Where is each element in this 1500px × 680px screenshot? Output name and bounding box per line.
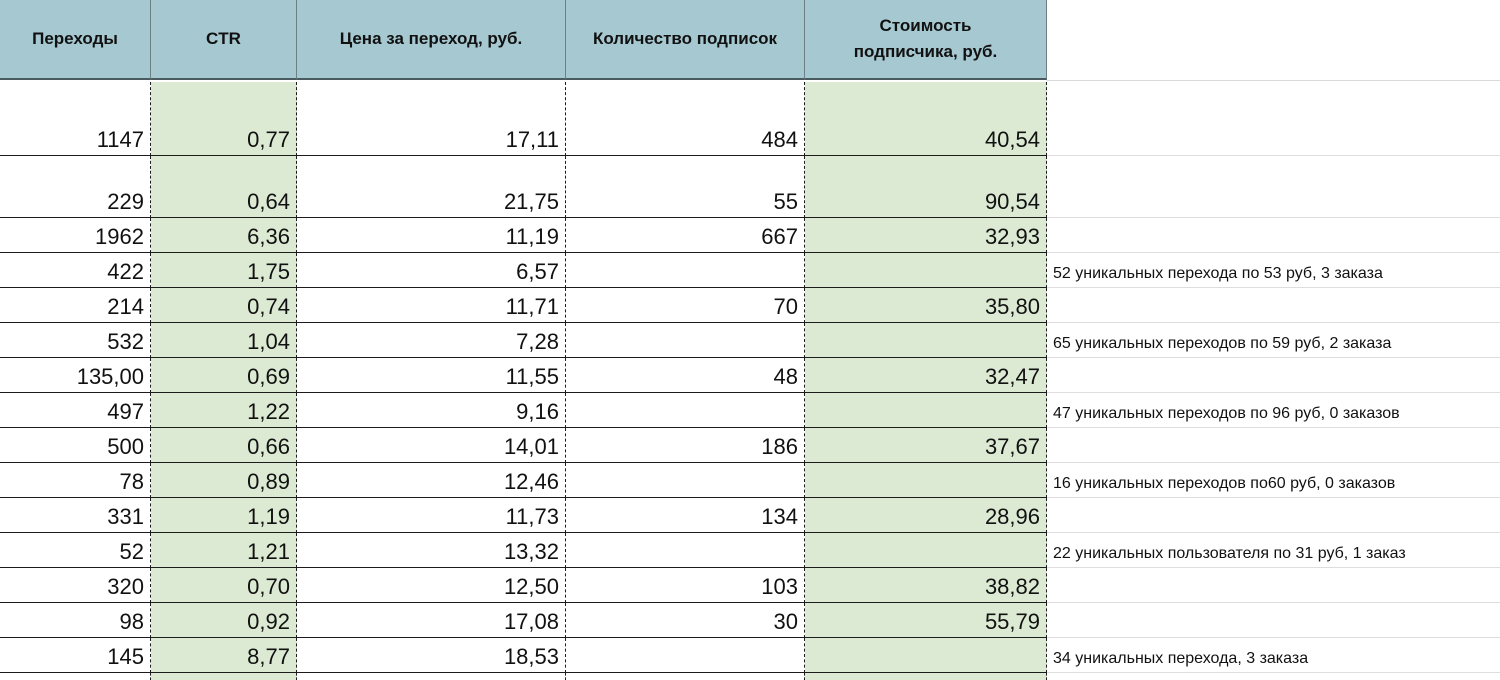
cell-clicks[interactable]: 497: [0, 393, 151, 428]
cell-clicks[interactable]: 214: [0, 288, 151, 323]
cell-ctr[interactable]: 0,89: [151, 463, 297, 498]
cell-price-per-click[interactable]: 14,01: [297, 428, 566, 463]
cell-subscriber-cost[interactable]: 37,67: [805, 428, 1047, 463]
cell-partial-row[interactable]: [297, 673, 566, 680]
cell-subscriptions[interactable]: [566, 463, 805, 498]
cell-price-per-click[interactable]: 11,19: [297, 218, 566, 253]
cell-ctr[interactable]: 0,70: [151, 568, 297, 603]
cell-note[interactable]: 52 уникальных перехода по 53 руб, 3 заказа: [1047, 253, 1500, 288]
cell-subscriber-cost[interactable]: [805, 393, 1047, 428]
cell-clicks[interactable]: 52: [0, 533, 151, 568]
cell-price-per-click[interactable]: 11,55: [297, 358, 566, 393]
cell-subscriptions[interactable]: [566, 533, 805, 568]
cell-note[interactable]: [1047, 603, 1500, 638]
cell-price-per-click[interactable]: 9,16: [297, 393, 566, 428]
cell-clicks[interactable]: 135,00: [0, 358, 151, 393]
cell-subscriptions[interactable]: 30: [566, 603, 805, 638]
cell-subscriber-cost[interactable]: 35,80: [805, 288, 1047, 323]
cell-subscriber-cost[interactable]: [805, 533, 1047, 568]
cell-subscriber-cost[interactable]: 38,82: [805, 568, 1047, 603]
header-label: Переходы: [32, 29, 118, 48]
cell-subscriptions[interactable]: 484: [566, 82, 805, 156]
cell-clicks[interactable]: 229: [0, 156, 151, 218]
header-label: Стоимость подписчика, руб.: [853, 16, 998, 61]
cell-subscriber-cost[interactable]: [805, 638, 1047, 673]
cell-note[interactable]: [1047, 156, 1500, 218]
cell-subscriber-cost[interactable]: [805, 323, 1047, 358]
cell-price-per-click[interactable]: 11,71: [297, 288, 566, 323]
cell-ctr[interactable]: 1,04: [151, 323, 297, 358]
cell-note[interactable]: 47 уникальных переходов по 96 руб, 0 заказов: [1047, 393, 1500, 428]
cell-ctr[interactable]: 1,19: [151, 498, 297, 533]
cell-ctr[interactable]: 0,92: [151, 603, 297, 638]
cell-subscriptions[interactable]: [566, 323, 805, 358]
cell-note[interactable]: [1047, 288, 1500, 323]
cell-note[interactable]: 34 уникальных перехода, 3 заказа: [1047, 638, 1500, 673]
cell-note[interactable]: [1047, 428, 1500, 463]
header-subscriber-cost[interactable]: [805, 0, 1047, 80]
cell-price-per-click[interactable]: 7,28: [297, 323, 566, 358]
header-ctr[interactable]: [151, 0, 297, 80]
cell-subscriber-cost[interactable]: 90,54: [805, 156, 1047, 218]
cell-note[interactable]: 16 уникальных переходов по60 руб, 0 заказов: [1047, 463, 1500, 498]
cell-clicks[interactable]: 145: [0, 638, 151, 673]
cell-ctr[interactable]: 1,22: [151, 393, 297, 428]
header-price-per-click[interactable]: [297, 0, 566, 80]
cell-ctr[interactable]: 1,75: [151, 253, 297, 288]
cell-note[interactable]: [1047, 218, 1500, 253]
cell-subscriber-cost[interactable]: 40,54: [805, 82, 1047, 156]
cell-ctr[interactable]: 0,74: [151, 288, 297, 323]
cell-ctr[interactable]: 0,64: [151, 156, 297, 218]
cell-ctr[interactable]: 0,77: [151, 82, 297, 156]
cell-price-per-click[interactable]: 6,57: [297, 253, 566, 288]
cell-partial-row[interactable]: [566, 673, 805, 680]
cell-subscriptions[interactable]: [566, 393, 805, 428]
cell-ctr[interactable]: 6,36: [151, 218, 297, 253]
cell-clicks[interactable]: 1962: [0, 218, 151, 253]
cell-subscriber-cost[interactable]: 55,79: [805, 603, 1047, 638]
cell-ctr[interactable]: 0,69: [151, 358, 297, 393]
cell-subscriber-cost[interactable]: 32,93: [805, 218, 1047, 253]
header-label: Количество подписок: [592, 29, 778, 48]
cell-note[interactable]: 65 уникальных переходов по 59 руб, 2 заказа: [1047, 323, 1500, 358]
header-clicks[interactable]: [0, 0, 151, 80]
cell-price-per-click[interactable]: 17,11: [297, 82, 566, 156]
cell-note[interactable]: [1047, 568, 1500, 603]
cell-price-per-click[interactable]: 13,32: [297, 533, 566, 568]
cell-note[interactable]: [1047, 82, 1500, 156]
cell-subscriber-cost[interactable]: [805, 253, 1047, 288]
cell-clicks[interactable]: 320: [0, 568, 151, 603]
cell-note[interactable]: 22 уникальных пользователя по 31 руб, 1 заказ: [1047, 533, 1500, 568]
cell-subscriptions[interactable]: 48: [566, 358, 805, 393]
header-label: CTR: [206, 29, 241, 48]
cell-price-per-click[interactable]: 21,75: [297, 156, 566, 218]
cell-price-per-click[interactable]: 12,50: [297, 568, 566, 603]
empty-header-area: [1047, 0, 1500, 81]
cell-subscriptions[interactable]: 186: [566, 428, 805, 463]
cell-subscriptions[interactable]: 667: [566, 218, 805, 253]
cell-subscriptions[interactable]: [566, 638, 805, 673]
cell-clicks[interactable]: 532: [0, 323, 151, 358]
cell-partial-row[interactable]: [0, 673, 151, 680]
cell-clicks[interactable]: 331: [0, 498, 151, 533]
cell-ctr[interactable]: 8,77: [151, 638, 297, 673]
cell-partial-row[interactable]: [805, 673, 1047, 680]
cell-note[interactable]: [1047, 358, 1500, 393]
cell-price-per-click[interactable]: 12,46: [297, 463, 566, 498]
cell-subscriber-cost[interactable]: 32,47: [805, 358, 1047, 393]
cell-subscriptions[interactable]: 55: [566, 156, 805, 218]
cell-clicks[interactable]: 422: [0, 253, 151, 288]
cell-price-per-click[interactable]: 17,08: [297, 603, 566, 638]
cell-price-per-click[interactable]: 11,73: [297, 498, 566, 533]
cell-note[interactable]: [1047, 498, 1500, 533]
cell-partial-row[interactable]: [151, 673, 297, 680]
cell-subscriber-cost[interactable]: [805, 463, 1047, 498]
header-label: Цена за переход, руб.: [339, 29, 523, 48]
cell-clicks[interactable]: 78: [0, 463, 151, 498]
cell-clicks[interactable]: 1147: [0, 82, 151, 156]
cell-subscriptions[interactable]: 103: [566, 568, 805, 603]
cell-subscriptions[interactable]: 70: [566, 288, 805, 323]
cell-subscriptions[interactable]: [566, 253, 805, 288]
header-subscriptions[interactable]: [566, 0, 805, 80]
cell-price-per-click[interactable]: 18,53: [297, 638, 566, 673]
cell-subscriber-cost[interactable]: 28,96: [805, 498, 1047, 533]
cell-clicks[interactable]: 98: [0, 603, 151, 638]
cell-clicks[interactable]: 500: [0, 428, 151, 463]
cell-ctr[interactable]: 1,21: [151, 533, 297, 568]
cell-ctr[interactable]: 0,66: [151, 428, 297, 463]
cell-subscriptions[interactable]: 134: [566, 498, 805, 533]
